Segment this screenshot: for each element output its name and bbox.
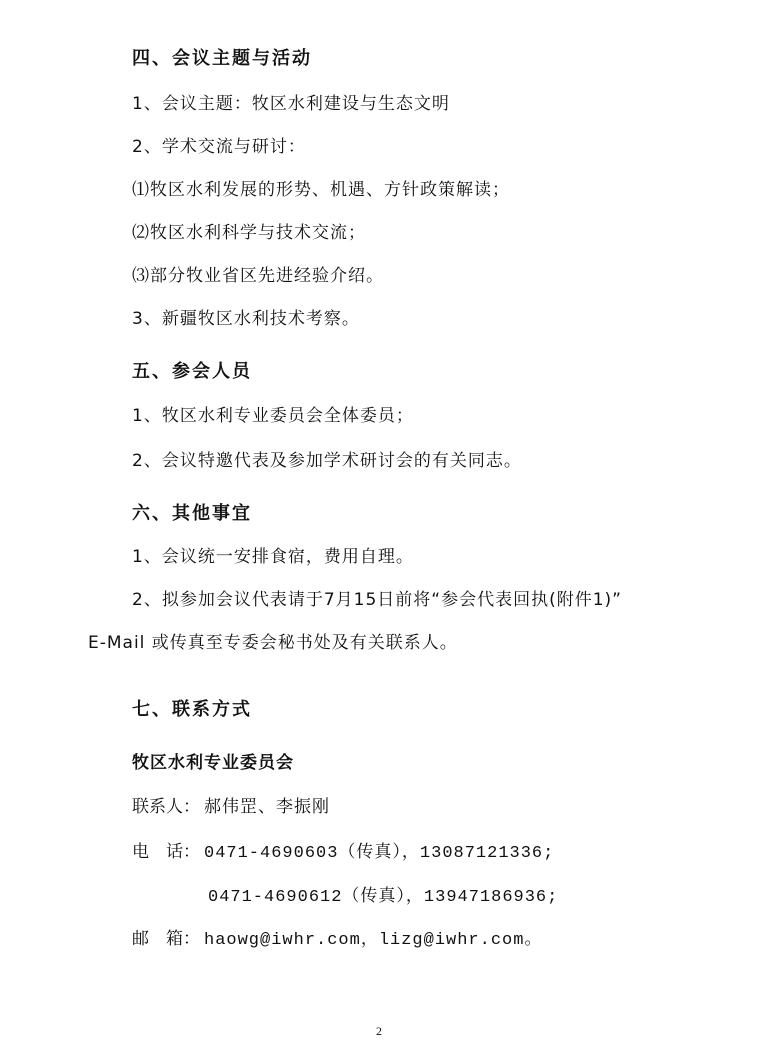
phone-label: 电 话： — [132, 842, 200, 862]
section-4-item: 3、新疆牧区水利技术考察。 — [132, 309, 360, 329]
section-5-item: 1、牧区水利专业委员会全体委员； — [132, 406, 414, 426]
email-label: 邮 箱： — [132, 929, 200, 949]
email-value: haowg@iwhr.com，lizg@iwhr.com。 — [204, 931, 543, 950]
section-6-item: 1、会议统一安排食宿，费用自理。 — [132, 547, 414, 567]
section-6-item-continuation: E-Mail 或传真至专委会秘书处及有关联系人。 — [88, 633, 458, 653]
section-6-heading: 六、其他事宜 — [132, 503, 252, 524]
phone-row-2 — [208, 885, 558, 909]
phone-value-1: 0471-4690603（传真），13087121336; — [204, 844, 555, 863]
section-5-item: 2、会议特邀代表及参加学术研讨会的有关同志。 — [132, 451, 522, 471]
email-row — [132, 928, 542, 952]
phone-value-2: 0471-4690612（传真），13947186936; — [208, 888, 559, 907]
contacts-value: 郝伟罡、李振刚 — [204, 797, 330, 817]
section-4-item: ⑴牧区水利发展的形势、机遇、方针政策解读； — [132, 180, 510, 200]
section-4-item: ⑵牧区水利科学与技术交流； — [132, 223, 366, 243]
phone-row — [132, 841, 554, 865]
section-6-item: 2、拟参加会议代表请于7月15日前将“参会代表回执(附件1)” — [132, 590, 622, 610]
section-4-item: 2、学术交流与研讨： — [132, 137, 306, 157]
organization-name: 牧区水利专业委员会 — [132, 753, 294, 773]
section-7-heading: 七、联系方式 — [132, 699, 252, 720]
page-number: 2 — [376, 1024, 382, 1038]
contacts-label: 联系人： — [132, 797, 200, 817]
section-4-item: 1、会议主题：牧区水利建设与生态文明 — [132, 94, 450, 114]
section-4-heading: 四、会议主题与活动 — [132, 48, 312, 69]
contacts-row — [132, 796, 330, 818]
section-4-item: ⑶部分牧业省区先进经验介绍。 — [132, 266, 384, 286]
section-5-heading: 五、参会人员 — [132, 361, 252, 382]
